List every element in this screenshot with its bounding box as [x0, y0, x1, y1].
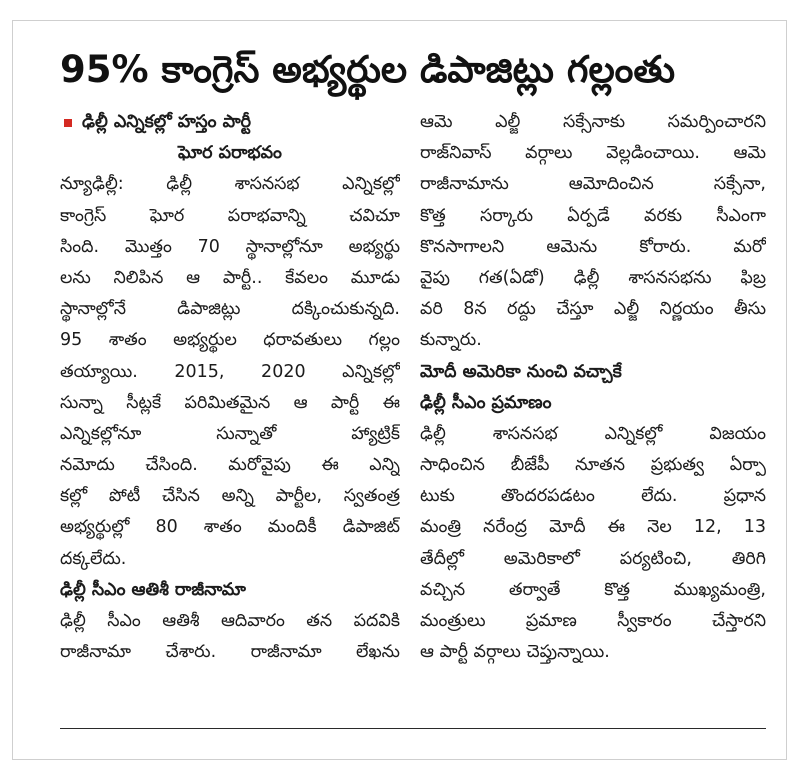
- paragraph-line: కొనసాగాలని ఆమెను కోరారు. మరో: [420, 236, 766, 257]
- paragraph-line: కల్లో పోటీ చేసిన అన్ని పార్టీల, స్వతంత్ర: [60, 486, 400, 507]
- paragraph-line: మంత్రులు ప్రమాణ స్వీకారం చేస్తారని: [420, 611, 766, 631]
- paragraph-line: న్యూఢిల్లీ: ఢిల్లీ శాసనసభ ఎన్నికల్లో: [60, 174, 400, 195]
- paragraph-line: 95 శాతం అభ్యర్థుల ధరావతులు గల్లం: [60, 330, 400, 351]
- right-column: [420, 107, 766, 668]
- paragraph-line: ఆ పార్టీ వర్గాలు చెప్తున్నాయి.: [420, 642, 610, 663]
- paragraph-line: ఆమె ఎల్జీ సక్సేనాకు సమర్పించారని: [420, 112, 766, 132]
- left-column: [60, 107, 400, 668]
- paragraph-line: కాంగ్రెస్ ఘోర పరాభవాన్ని చవిచూ: [60, 205, 400, 226]
- headline: 95% కాంగ్రెస్ అభ్యర్థుల డిపాజిట్లు గల్లంతు: [60, 48, 676, 91]
- section-title-modi-line-1: మోదీ అమెరికా నుంచి వచ్చాకే: [420, 361, 622, 382]
- section-title-modi-line-2: ఢిల్లీ సీఎం ప్రమాణం: [420, 392, 552, 413]
- paragraph-line: నమోదు చేసింది. మరోవైపు ఈ ఎన్ని: [60, 455, 400, 476]
- bottom-divider: [60, 728, 766, 729]
- paragraph-line: వచ్చిన తర్వాతే కొత్త ముఖ్యమంత్రి,: [420, 579, 766, 600]
- paragraph-line: కొత్త సర్కారు ఏర్పడే వరకు సీఎంగా: [420, 205, 766, 226]
- paragraph-line: రాజీనామా చేశారు. రాజీనామా లేఖను: [60, 642, 400, 663]
- paragraph-line: లను నిలిపిన ఆ పార్టీ.. కేవలం మూడు: [60, 267, 400, 288]
- paragraph-line: తేదీల్లో అమెరికాలో పర్యటించి, తిరిగి: [420, 548, 766, 569]
- red-square-bullet-icon: [64, 119, 72, 127]
- paragraph-line: కున్నారు.: [420, 330, 482, 351]
- subheadline-line-2: ఘోర పరాభవం: [178, 143, 282, 164]
- paragraph-line: ఢిల్లీ సీఎం ఆతిశీ ఆదివారం తన పదవికి: [60, 611, 400, 631]
- paragraph-line: స్థానాల్లోనే డిపాజిట్లు దక్కించుకున్నది.: [60, 299, 400, 320]
- paragraph-line: అభ్యర్థుల్లో 80 శాతం మందికీ డిపాజిట్: [60, 517, 400, 538]
- paragraph-line: మంత్రి నరేంద్ర మోదీ ఈ నెల 12, 13: [420, 517, 766, 538]
- paragraph-line: రాజ్‌నివాస్ వర్గాలు వెల్లడించాయి. ఆమె: [420, 143, 766, 164]
- paragraph-line: సున్నా సీట్లకే పరిమితమైన ఆ పార్టీ ఈ: [60, 392, 400, 413]
- paragraph-line: వరి 8న రద్దు చేస్తూ ఎల్జీ నిర్ణయం తీసు: [420, 299, 766, 320]
- paragraph-line: తయ్యాయి. 2015, 2020 ఎన్నికల్లో: [60, 361, 400, 382]
- paragraph-line: టుకు తొందరపడటం లేదు. ప్రధాన: [420, 486, 766, 507]
- subheadline-line-1: [60, 107, 400, 138]
- paragraph-line: దక్కలేదు.: [60, 548, 127, 569]
- paragraph-line: రాజీనామాను ఆమోదించిన సక్సేనా,: [420, 174, 766, 195]
- subheadline-text-1: ఢిల్లీ ఎన్నికల్లో హస్తం పార్టీ: [82, 112, 252, 132]
- paragraph-line: ఎన్నికల్లోనూ సున్నాతో హ్యాట్రిక్: [60, 423, 400, 444]
- paragraph-line: సింది. మొత్తం 70 స్థానాల్లోనూ అభ్యర్థు: [60, 236, 400, 257]
- section-title-atishi-resignation: ఢిల్లీ సీఎం ఆతిశీ రాజీనామా: [60, 579, 246, 600]
- paragraph-line: వైపు గత(ఏడో) ఢిల్లీ శాసనసభను ఫిబ్ర: [420, 267, 766, 288]
- paragraph-line: సాధించిన బీజేపీ నూతన ప్రభుత్వ ఏర్పా: [420, 455, 766, 476]
- paragraph-line: ఢిల్లీ శాసనసభ ఎన్నికల్లో విజయం: [420, 423, 766, 444]
